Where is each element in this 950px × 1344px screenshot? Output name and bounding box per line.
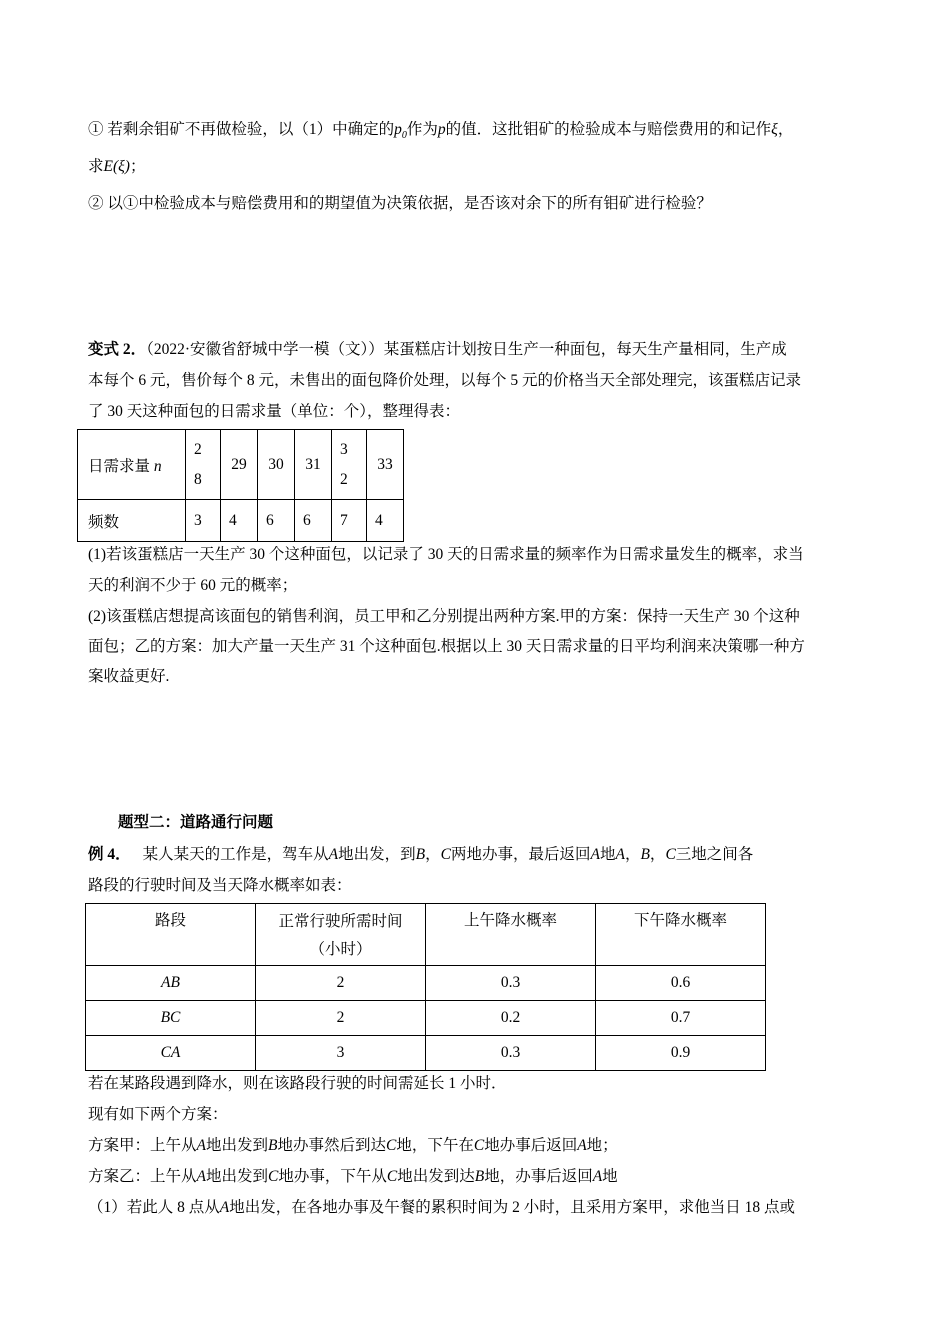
variant-label: 变式 2．	[88, 341, 147, 358]
text: ，	[777, 121, 794, 138]
plans-intro: 现有如下两个方案：	[88, 1106, 228, 1123]
table-cell: AB	[86, 966, 256, 1001]
table-row	[78, 430, 404, 500]
v2-q2-line1: (2)该蛋糕店想提高该面包的销售利润，员工甲和乙分别提出两种方案.甲的方案：保持一天生产 30 个这种	[88, 608, 800, 625]
table-row	[86, 1001, 766, 1036]
table-row	[86, 904, 766, 966]
table-cell: 0.3	[426, 1036, 596, 1071]
table-cell: 31	[295, 430, 332, 500]
q1-line2	[88, 157, 145, 177]
variant2-line3: 了 30 天这种面包的日需求量（单位：个），整理得表：	[88, 403, 461, 420]
xi-symbol: ξ	[771, 121, 778, 138]
table-cell: 30	[258, 430, 295, 500]
demand-table	[77, 429, 404, 542]
table-row	[86, 966, 766, 1001]
type2-q1: （1）若此人 8 点从A地出发，在各地办事及午餐的累积时间为 2 小时，且采用方案甲，求他当日 18 点或	[88, 1199, 795, 1216]
table-cell: 4	[221, 500, 258, 542]
table-cell: 0.6	[596, 966, 766, 1001]
table-cell: 频数	[78, 500, 186, 542]
table-cell: CA	[86, 1036, 256, 1071]
table-cell: 0.9	[596, 1036, 766, 1071]
rain-note: 若在某路段遇到降水，则在该路段行驶的时间需延长 1 小时．	[88, 1075, 507, 1092]
v2-q1-line2: 天的利润不少于 60 元的概率；	[88, 577, 298, 594]
road-table	[85, 903, 766, 1071]
table-header: 正常行驶所需时间 （小时）	[256, 904, 426, 966]
table-cell: 33	[367, 430, 404, 500]
table-cell: 4	[367, 500, 404, 542]
example-line2: 路段的行驶时间及当天降水概率如表：	[88, 877, 352, 894]
table-cell: 2	[256, 1001, 426, 1036]
text: 求	[88, 158, 104, 175]
q1-line1	[88, 120, 793, 146]
text: 作为	[406, 121, 438, 138]
variant2-line2: 本每个 6 元，售价每个 8 元，未售出的面包降价处理，以每个 5 元的价格当天全部处理完，该蛋糕店记录	[88, 372, 802, 389]
table-cell: 0.2	[426, 1001, 596, 1036]
table-cell: 7	[332, 500, 367, 542]
table-header: 上午降水概率	[426, 904, 596, 966]
table-cell: 3	[256, 1036, 426, 1071]
expectation-expr: E(ξ)	[103, 158, 130, 175]
plan-b: 方案乙：上午从A地出发到C地办事，下午从C地出发到达B地，办事后返回A地	[88, 1168, 618, 1185]
table-cell: 3	[186, 500, 221, 542]
table-cell: 3 2	[332, 430, 367, 500]
table-cell: 0.7	[596, 1001, 766, 1036]
table-header: 路段	[86, 904, 256, 966]
text: （2022·安徽省舒城中学一模（文））某蛋糕店计划按日生产一种面包，每天生产量相同，生产成	[146, 341, 787, 358]
q2-line: ② 以①中检验成本与赔偿费用和的期望值为决策依据，是否该对余下的所有钼矿进行检验？	[88, 195, 712, 212]
table-cell: BC	[86, 1001, 256, 1036]
text: 的值．这批钼矿的检验成本与赔偿费用的和记作	[445, 121, 772, 138]
table-row	[78, 500, 404, 542]
v2-q1-line1: (1)若该蛋糕店一天生产 30 个这种面包，以记录了 30 天的日需求量的频率作为日需求量发生的概率，求当	[88, 546, 804, 563]
p-symbol: p	[437, 121, 446, 138]
table-cell: 6	[258, 500, 295, 542]
v2-q2-line2: 面包；乙的方案：加大产量一天生产 31 个这种面包.根据以上 30 天日需求量的日平均利润来决策哪一种方	[88, 638, 805, 655]
section-heading: 题型二：道路通行问题	[118, 814, 274, 831]
v2-q2-line3: 案收益更好.	[88, 668, 170, 685]
table-cell: 2	[256, 966, 426, 1001]
table-cell: 2 8	[186, 430, 221, 500]
plan-a: 方案甲：上午从A地出发到B地办事然后到达C地，下午在C地办事后返回A地；	[88, 1137, 618, 1154]
variant2-line1	[88, 340, 787, 360]
example-line1: 例 4． 某人某天的工作是，驾车从A地出发，到B，C两地办事，最后返回A地A，B，C三地之间各	[88, 846, 754, 863]
table-cell: 29	[221, 430, 258, 500]
table-cell: 0.3	[426, 966, 596, 1001]
table-header: 下午降水概率	[596, 904, 766, 966]
table-cell: 日需求量 n	[78, 430, 186, 500]
text: ；	[129, 158, 146, 175]
table-row	[86, 1036, 766, 1071]
p0-symbol: $p_0$	[394, 121, 407, 142]
table-cell: 6	[295, 500, 332, 542]
text: ① 若剩余钼矿不再做检验，以（1）中确定的	[88, 121, 395, 138]
